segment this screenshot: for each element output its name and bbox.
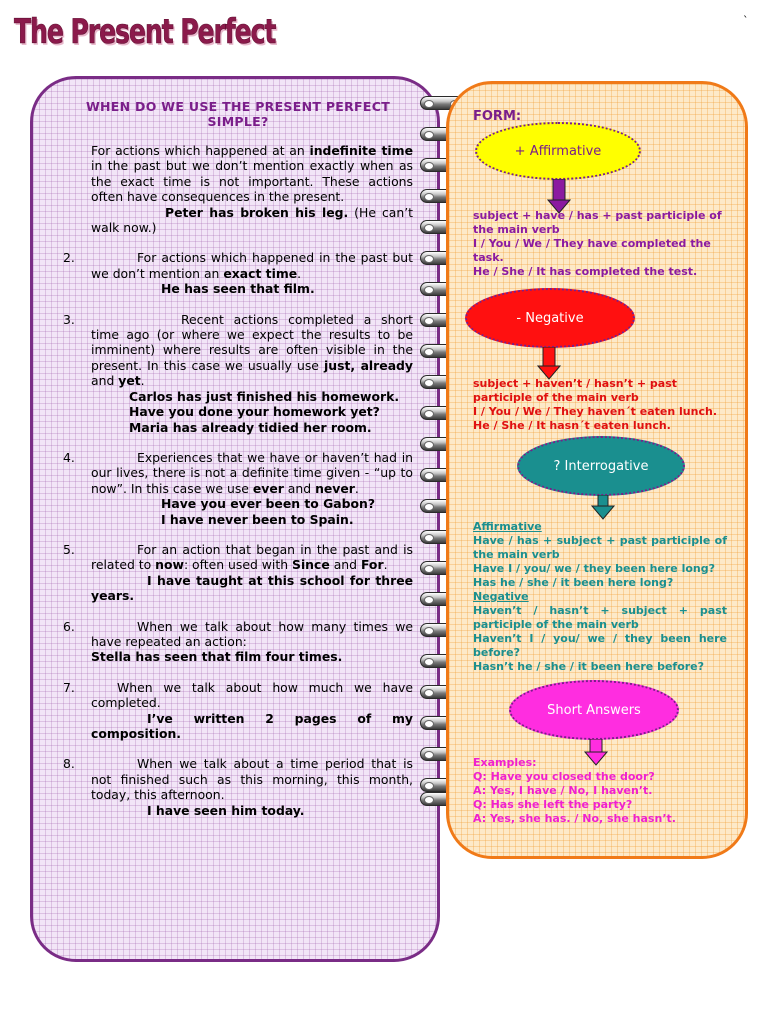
interrogative-oval: ? Interrogative bbox=[517, 436, 685, 496]
usage-item-2: 2. For actions which happened in the past but we don’t mention an exact time. bbox=[63, 250, 413, 281]
form-panel bbox=[446, 81, 748, 859]
usage-item-4: 4. Experiences that we have or haven’t had in our lives, there is not a definite time given - “up to now”. In this case we use ever and never. bbox=[63, 449, 413, 496]
usage-item-7: 7. When we talk about how much we have completed. bbox=[63, 679, 413, 711]
page-title: The Present Perfect bbox=[14, 12, 276, 52]
interrogative-text: Affirmative Have / has + subject + past participle of the main verb Have I / you/ we / they been here long? Has he / she / it been here long? Negative Haven’t / hasn’t + subject + past participle of the main verb Haven’t I / you/ we / they been here before? Hasn’t he / she / it been here before? bbox=[473, 520, 727, 673]
usage-item-3-example-1: Carlos has just finished his homework. bbox=[129, 388, 400, 404]
usage-item-6: 6. When we talk about how many times we have repeated an action: bbox=[63, 618, 413, 649]
usage-item-3-example-3: Maria has already tidied her room. bbox=[129, 419, 372, 435]
down-arrow-icon bbox=[537, 347, 561, 381]
affirmative-oval: + Affirmative bbox=[475, 122, 641, 180]
usage-item-8: 8. When we talk about a time period that is not finished such as this morning, this month, today, this afternoon. bbox=[63, 756, 413, 803]
usage-body bbox=[59, 143, 413, 818]
short-answers-oval: Short Answers bbox=[509, 680, 679, 740]
form-label: FORM: bbox=[473, 109, 522, 124]
usage-item-1: For actions which happened at an indefinite time in the past but we don’t mention exactly when as the exact time is not important. These actions often have consequences in the present. bbox=[91, 143, 413, 205]
negative-text: subject + haven’t / hasn’t + past participle of the main verb I / You / We / They haven´t eaten lunch. He / She / It hasn´t eaten lunch. bbox=[473, 377, 717, 432]
usage-panel bbox=[30, 76, 440, 962]
negative-oval: - Negative bbox=[465, 288, 635, 348]
short-answers-text: Examples: Q: Have you closed the door? A: Yes, I have / No, I haven’t. Q: Has she left the party? A: Yes, she has. / No, she hasn’t. bbox=[473, 756, 676, 825]
usage-item-5: 5. For an action that began in the past and is related to now: often used with Since and For. bbox=[63, 541, 413, 573]
usage-item-3-example-2: Have you done your homework yet? bbox=[129, 404, 380, 420]
corner-mark: ` bbox=[743, 14, 749, 27]
down-arrow-icon bbox=[591, 495, 615, 521]
usage-item-3: 3. Recent actions completed a short time ago (or where we expect the results to be imminent) where results are often visible in the present. In this case we usually use just, already and yet. bbox=[63, 311, 413, 389]
usage-item-2-example: He has seen that film. bbox=[161, 281, 315, 297]
usage-item-4-example-1: Have you ever been to Gabon? bbox=[161, 496, 376, 512]
affirmative-text: subject + have / has + past participle of the main verb I / You / We / They have completed the task. He / She / It has completed the test. bbox=[473, 209, 722, 278]
usage-item-8-example: I have seen him today. bbox=[147, 802, 305, 818]
usage-heading: WHEN DO WE USE THE PRESENT PERFECT SIMPLE? bbox=[85, 99, 391, 129]
usage-item-6-example: Stella has seen that film four times. bbox=[91, 649, 343, 665]
usage-item-4-example-2: I have never been to Spain. bbox=[161, 511, 354, 527]
usage-item-1-example: Peter has broken his leg. (He can’t walk now.) bbox=[91, 204, 413, 236]
usage-item-5-example: I have taught at this school for three years. bbox=[91, 572, 413, 604]
usage-item-7-example: I’ve written 2 pages of my composition. bbox=[91, 710, 413, 741]
